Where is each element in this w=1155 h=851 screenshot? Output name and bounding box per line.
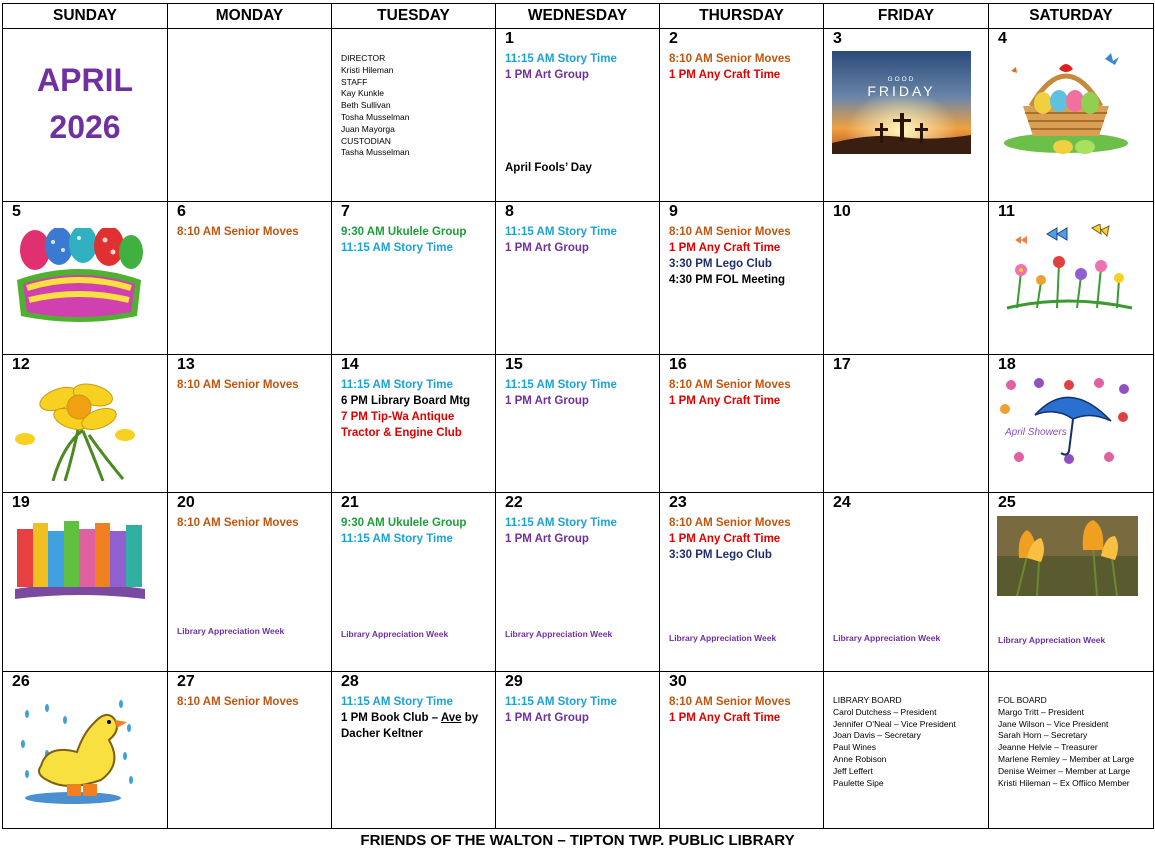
event-lego-club: 3:30 PM Lego Club xyxy=(669,258,772,270)
calendar-grid xyxy=(2,3,1154,829)
event-story-time: 11:15 AM Story Time xyxy=(341,696,453,708)
appreciation-week-note: Library Appreciation Week xyxy=(833,633,941,643)
day-number: 28 xyxy=(341,673,359,690)
event-list xyxy=(505,694,655,726)
day-number: 29 xyxy=(505,673,523,690)
board-member: Jeanne Helvie – Treasurer xyxy=(998,742,1098,753)
board-member: Paul Wines xyxy=(833,742,876,753)
day-cell-1 xyxy=(496,29,660,202)
day-cell-12 xyxy=(3,355,168,493)
day-number: 15 xyxy=(505,356,523,373)
event-senior-moves: 8:10 AM Senior Moves xyxy=(669,226,791,238)
board-member: Margo Tritt – President xyxy=(998,706,1084,717)
easter-basket-image xyxy=(1001,51,1131,156)
weekday-monday: MONDAY xyxy=(168,4,332,29)
event-senior-moves: 8:10 AM Senior Moves xyxy=(177,379,299,391)
staff-line: Beth Sullivan xyxy=(341,100,391,111)
event-art-group: 1 PM Art Group xyxy=(505,242,589,254)
event-list xyxy=(505,515,655,547)
spring-flowers-butterflies-image xyxy=(997,224,1137,314)
library-books-image xyxy=(13,519,147,605)
weekday-header-row xyxy=(3,4,1154,29)
fol-board-cell xyxy=(989,672,1154,829)
event-senior-moves: 8:10 AM Senior Moves xyxy=(669,379,791,391)
event-list xyxy=(341,694,491,742)
day-number: 23 xyxy=(669,494,687,511)
event-craft-time: 1 PM Any Craft Time xyxy=(669,242,781,254)
day-cell-28 xyxy=(332,672,496,829)
event-list xyxy=(669,377,819,409)
day-cell-8 xyxy=(496,202,660,355)
board-member: Jane Wilson – Vice President xyxy=(998,718,1109,729)
day-number: 17 xyxy=(833,356,851,373)
event-art-group: 1 PM Art Group xyxy=(505,395,589,407)
day-number: 13 xyxy=(177,356,195,373)
board-member: Jennifer O’Neal – Vice President xyxy=(833,718,956,729)
event-library-board: 6 PM Library Board Mtg xyxy=(341,395,471,407)
day-cell-24 xyxy=(824,493,989,672)
day-cell-2 xyxy=(660,29,824,202)
crocus-flowers-image xyxy=(997,516,1138,596)
month-year: 2026 xyxy=(49,109,121,145)
board-member: Joan Davis – Secretary xyxy=(833,730,921,741)
day-cell-6 xyxy=(168,202,332,355)
event-list xyxy=(669,694,819,726)
day-cell-30 xyxy=(660,672,824,829)
book-author: Dacher Keltner xyxy=(341,728,423,740)
event-story-time: 11:15 AM Story Time xyxy=(505,517,617,529)
day-cell-7 xyxy=(332,202,496,355)
event-story-time: 11:15 AM Story Time xyxy=(505,53,617,65)
weekday-friday: FRIDAY xyxy=(824,4,989,29)
day-cell-23 xyxy=(660,493,824,672)
event-senior-moves: 8:10 AM Senior Moves xyxy=(669,53,791,65)
event-book-club xyxy=(341,710,491,726)
event-story-time: 11:15 AM Story Time xyxy=(341,379,453,391)
event-art-group: 1 PM Art Group xyxy=(505,712,589,724)
staff-line: Tosha Musselman xyxy=(341,111,410,122)
staff-line: Kristi Hileman xyxy=(341,64,394,75)
board-member: Paulette Sipe xyxy=(833,777,884,788)
event-craft-time: 1 PM Any Craft Time xyxy=(669,69,781,81)
event-tractor-club-line2: Tractor & Engine Club xyxy=(341,427,462,439)
day-number: 8 xyxy=(505,203,514,220)
event-list xyxy=(177,224,327,240)
board-member: Carol Dutchess – President xyxy=(833,706,937,717)
april-fools-note: April Fools’ Day xyxy=(505,162,592,174)
staff-line: Kay Kunkle xyxy=(341,88,384,99)
staff-line: Tasha Musselman xyxy=(341,147,410,158)
event-senior-moves: 8:10 AM Senior Moves xyxy=(177,517,299,529)
day-cell-18 xyxy=(989,355,1154,493)
event-story-time: 11:15 AM Story Time xyxy=(505,379,617,391)
day-cell-20 xyxy=(168,493,332,672)
day-number: 20 xyxy=(177,494,195,511)
appreciation-week-note: Library Appreciation Week xyxy=(669,633,777,643)
day-number: 14 xyxy=(341,356,359,373)
day-cell-9 xyxy=(660,202,824,355)
event-list xyxy=(177,515,327,531)
event-senior-moves: 8:10 AM Senior Moves xyxy=(177,226,299,238)
day-number: 5 xyxy=(12,203,21,220)
day-cell-5 xyxy=(3,202,168,355)
day-number: 16 xyxy=(669,356,687,373)
day-number: 9 xyxy=(669,203,678,220)
library-board-cell xyxy=(824,672,989,829)
day-cell-10 xyxy=(824,202,989,355)
week-row xyxy=(3,672,1154,829)
day-cell-26 xyxy=(3,672,168,829)
book-title: Ave xyxy=(440,712,462,724)
day-number: 1 xyxy=(505,30,514,47)
event-list xyxy=(341,515,491,547)
day-cell-15 xyxy=(496,355,660,493)
day-cell-25 xyxy=(989,493,1154,672)
board-member: Marlene Remley – Member at Large xyxy=(998,753,1135,764)
staff-list xyxy=(341,53,410,159)
good-friday-small-text: GOOD xyxy=(887,76,916,83)
appreciation-week-note: Library Appreciation Week xyxy=(998,635,1106,645)
event-ukulele-group: 9:30 AM Ukulele Group xyxy=(341,226,467,238)
board-heading: FOL BOARD xyxy=(998,695,1047,705)
rain-duck-image xyxy=(17,694,137,806)
day-number: 24 xyxy=(833,494,851,511)
event-list xyxy=(177,377,327,393)
week-row xyxy=(3,29,1154,202)
week-row xyxy=(3,202,1154,355)
event-craft-time: 1 PM Any Craft Time xyxy=(669,712,781,724)
day-number: 27 xyxy=(177,673,195,690)
event-list xyxy=(505,377,655,409)
day-cell-3 xyxy=(824,29,989,202)
event-list xyxy=(669,224,819,288)
week-row xyxy=(3,355,1154,493)
day-cell-27 xyxy=(168,672,332,829)
day-number: 11 xyxy=(998,203,1015,220)
april-showers-text: April Showers xyxy=(1005,427,1067,438)
library-board-list xyxy=(833,695,956,789)
board-member: Jeff Leffert xyxy=(833,765,873,776)
event-senior-moves: 8:10 AM Senior Moves xyxy=(669,696,791,708)
board-heading: LIBRARY BOARD xyxy=(833,695,902,705)
board-member: Denise Weimer – Member at Large xyxy=(998,765,1131,776)
event-lego-club: 3:30 PM Lego Club xyxy=(669,549,772,561)
day-number: 25 xyxy=(998,494,1016,511)
event-story-time: 11:15 AM Story Time xyxy=(505,696,617,708)
staff-line: CUSTODIAN xyxy=(341,135,391,146)
event-list xyxy=(669,515,819,563)
day-number: 2 xyxy=(669,30,678,47)
event-art-group: 1 PM Art Group xyxy=(505,533,589,545)
appreciation-week-note: Library Appreciation Week xyxy=(341,629,449,639)
event-story-time: 11:15 AM Story Time xyxy=(505,226,617,238)
board-member: Sarah Horn – Secretary xyxy=(998,730,1088,741)
appreciation-week-note: Library Appreciation Week xyxy=(177,626,285,636)
day-cell-16 xyxy=(660,355,824,493)
day-number: 3 xyxy=(833,30,842,47)
month-name: APRIL xyxy=(37,62,133,98)
event-list xyxy=(669,51,819,83)
event-list xyxy=(505,51,655,83)
fol-board-list xyxy=(998,695,1134,789)
day-cell-14 xyxy=(332,355,496,493)
event-story-time: 11:15 AM Story Time xyxy=(341,533,453,545)
weekday-wednesday: WEDNESDAY xyxy=(496,4,660,29)
day-cell-22 xyxy=(496,493,660,672)
event-tractor-club: 7 PM Tip-Wa Antique xyxy=(341,411,455,423)
footer-title: FRIENDS OF THE WALTON – TIPTON TWP. PUBLIC LIBRARY xyxy=(360,832,795,849)
event-senior-moves: 8:10 AM Senior Moves xyxy=(669,517,791,529)
month-title xyxy=(3,57,167,151)
weekday-saturday: SATURDAY xyxy=(989,4,1154,29)
day-number: 6 xyxy=(177,203,186,220)
week-row xyxy=(3,493,1154,672)
april-showers-umbrella-image xyxy=(999,377,1134,467)
staff-line: STAFF xyxy=(341,76,368,87)
event-list xyxy=(341,224,491,256)
good-friday-big-text: FRIDAY xyxy=(867,83,936,99)
event-fol-meeting: 4:30 PM FOL Meeting xyxy=(669,274,786,286)
staff-cell xyxy=(332,29,496,202)
day-number: 7 xyxy=(341,203,350,220)
happy-easter-eggs-image xyxy=(13,228,145,330)
staff-line: Juan Mayorga xyxy=(341,123,395,134)
book-club-suffix: by xyxy=(461,712,479,724)
board-member: Anne Robison xyxy=(833,753,887,764)
staff-line: DIRECTOR xyxy=(341,53,386,63)
day-number: 21 xyxy=(341,494,359,511)
event-list xyxy=(341,377,491,441)
day-cell-4 xyxy=(989,29,1154,202)
day-number: 12 xyxy=(12,356,30,373)
day-cell-13 xyxy=(168,355,332,493)
event-senior-moves: 8:10 AM Senior Moves xyxy=(177,696,299,708)
empty-day-cell xyxy=(168,29,332,202)
board-member: Kristi Hileman – Ex Offiico Member xyxy=(998,777,1130,788)
event-art-group: 1 PM Art Group xyxy=(505,69,589,81)
day-number: 18 xyxy=(998,356,1016,373)
event-craft-time: 1 PM Any Craft Time xyxy=(669,533,781,545)
day-number: 19 xyxy=(12,494,30,511)
day-cell-29 xyxy=(496,672,660,829)
event-list xyxy=(177,694,327,710)
day-number: 26 xyxy=(12,673,30,690)
weekday-thursday: THURSDAY xyxy=(660,4,824,29)
day-number: 10 xyxy=(833,203,851,220)
event-story-time: 11:15 AM Story Time xyxy=(341,242,453,254)
day-number: 30 xyxy=(669,673,687,690)
month-title-cell xyxy=(3,29,168,202)
day-number: 22 xyxy=(505,494,523,511)
day-cell-11 xyxy=(989,202,1154,355)
good-friday-crosses-image xyxy=(832,51,971,154)
day-cell-19 xyxy=(3,493,168,672)
event-list xyxy=(505,224,655,256)
weekday-sunday: SUNDAY xyxy=(3,4,168,29)
event-craft-time: 1 PM Any Craft Time xyxy=(669,395,781,407)
weekday-tuesday: TUESDAY xyxy=(332,4,496,29)
day-cell-21 xyxy=(332,493,496,672)
appreciation-week-note: Library Appreciation Week xyxy=(505,629,613,639)
day-cell-17 xyxy=(824,355,989,493)
day-number: 4 xyxy=(998,30,1007,47)
book-club-prefix: 1 PM Book Club – xyxy=(341,712,441,724)
daffodil-image xyxy=(13,375,145,481)
event-ukulele-group: 9:30 AM Ukulele Group xyxy=(341,517,467,529)
